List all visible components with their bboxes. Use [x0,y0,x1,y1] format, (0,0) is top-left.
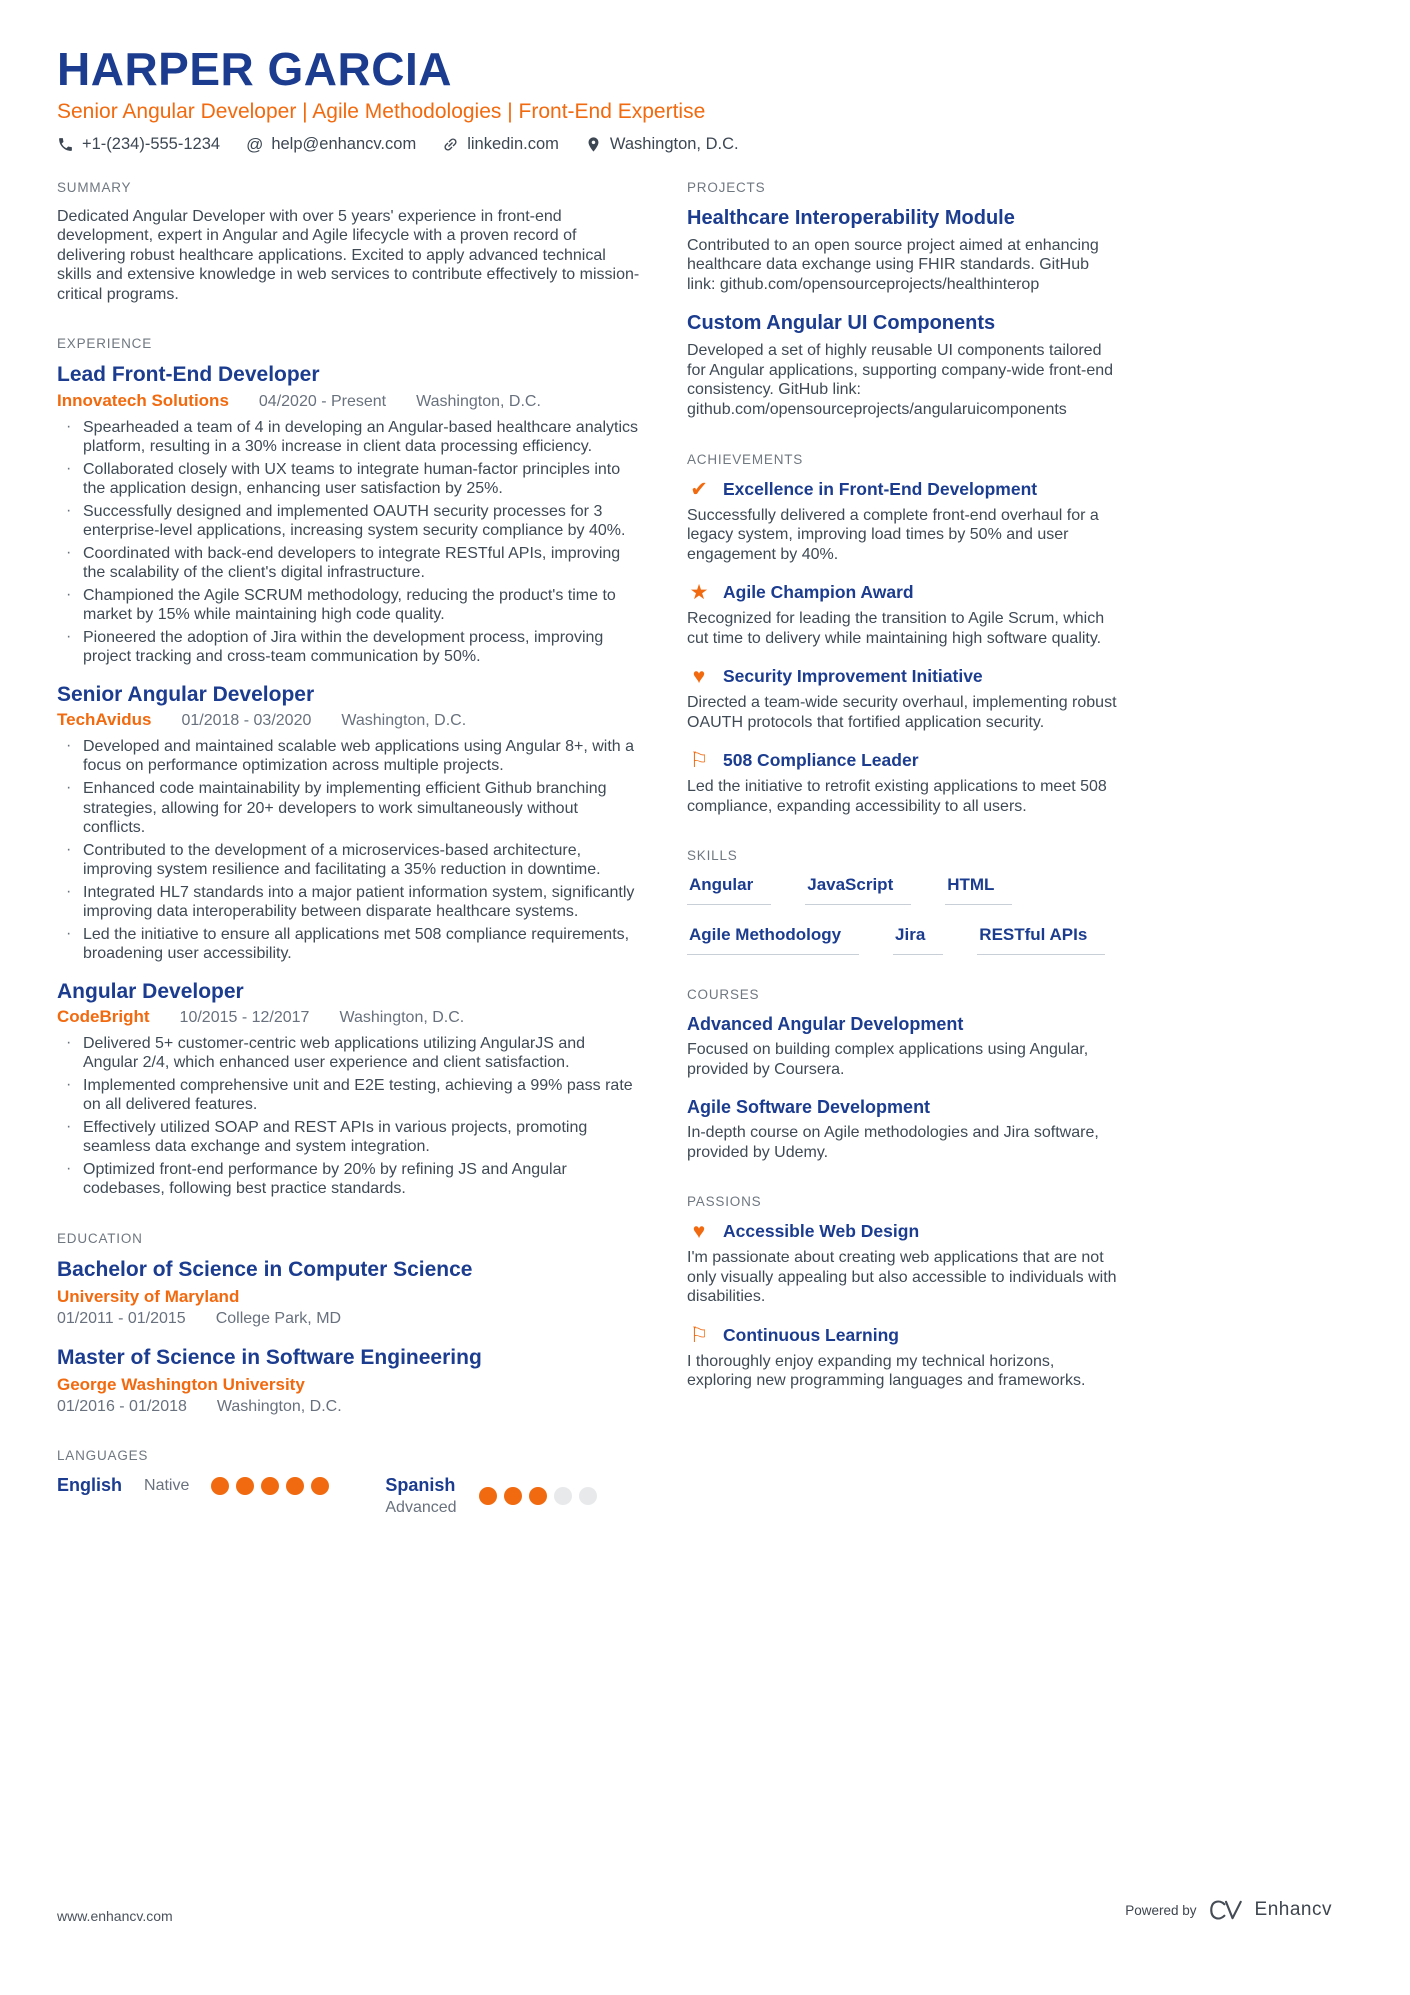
proficiency-dot [479,1487,497,1505]
link-icon [439,132,463,156]
job-bullet: · Delivered 5+ customer-centric web applications utilizing AngularJS and Angular 2/4, which enhanced user experience and client satisfaction. [57,1034,642,1073]
project-title: Custom Angular UI Components [687,312,996,335]
job-bullet: · Implemented comprehensive unit and E2E testing, achieving a 99% pass rate on all delivered features. [57,1076,642,1115]
phone-icon [57,136,74,153]
project-title: Healthcare Interoperability Module [687,206,1015,229]
job-dates: 10/2015 - 12/2017 [179,1008,310,1026]
job-bullet: · Spearheaded a team of 4 in developing an Angular-based healthcare analytics platform, resulting in a 30% increase in client data processing efficiency. [57,418,642,457]
location-text: Washington, D.C. [609,134,739,153]
passion-description: I'm passionate about creating web applications that are not only visually appealing but also accessible to individuals with disabilities. [687,1249,1117,1306]
language-proficiency-dots [211,1477,329,1495]
projects-section [687,180,1117,420]
enhancv-logo-text: Enhancv [1254,1899,1332,1920]
passion-entry [687,1325,1117,1391]
proficiency-dot [236,1477,254,1495]
contact-row [57,135,1410,154]
job-dates: 01/2018 - 03/2020 [181,711,312,729]
contact-linkedin [442,135,559,154]
language-level: Advanced [385,1499,457,1517]
summary-label: SUMMARY [57,179,132,195]
skills-label: SKILLS [687,848,738,864]
proficiency-dot [286,1477,304,1495]
language-proficiency-dots [479,1487,597,1505]
projects-label: PROJECTS [687,179,766,195]
school-name: George Washington University [57,1375,305,1395]
job-bullet: · Coordinated with back-end developers to integrate RESTful APIs, improving the scalability of the client's digital infrastructure. [57,544,642,583]
enhancv-logo-icon [1208,1898,1244,1922]
course-description: Focused on building complex applications using Angular, provided by Coursera. [687,1041,1089,1078]
powered-by-text: Powered by [1125,1902,1197,1918]
school-name: University of Maryland [57,1287,240,1307]
languages-section [57,1448,642,1517]
experience-section [57,336,642,1198]
project-description: Developed a set of highly reusable UI components tailored for Angular applications, supporting company-wide front-end consistency. GitHub link: github.com/opensourceprojects/angularuicomponents [687,342,1114,418]
job-bullet: · Championed the Agile SCRUM methodology, reducing the product's time to market by 15% while maintaining high code quality. [57,586,642,625]
job-bullet: · Enhanced code maintainability by implementing efficient Github branching strategies, allowing for 20+ developers to work simultaneously without conflicts. [57,779,642,838]
achievement-title: Excellence in Front-End Development [723,478,1038,499]
education-location: Washington, D.C. [216,1398,342,1416]
job-bullet: · Contributed to the development of a microservices-based architecture, improving system resilience and facilitating a 35% reduction in downtime. [57,841,642,880]
courses-section [687,987,1117,1162]
passion-description: I thoroughly enjoy expanding my technical horizons, exploring new programming languages and frameworks. [687,1352,1086,1390]
courses-label: COURSES [687,987,760,1003]
language-level: Native [144,1476,190,1494]
contact-location [585,135,739,154]
left-column [57,180,642,1549]
skills-section [687,848,1117,955]
skill-tag: HTML [945,875,1012,905]
education-location: College Park, MD [215,1310,342,1328]
achievement-title: 508 Compliance Leader [723,750,919,771]
achievement-description: Led the initiative to retrofit existing applications to meet 508 compliance, expanding accessibility to all users. [687,778,1107,815]
job-bullets [57,737,642,964]
degree-title: Master of Science in Software Engineering [57,1346,482,1370]
contact-email [246,135,416,154]
education-entry [57,1346,642,1416]
footer-branding [1125,1898,1332,1922]
languages-label: LANGUAGES [57,1448,149,1464]
flag-icon: ⚐ [689,1323,709,1347]
skill-tag: JavaScript [805,875,911,905]
at-icon: @ [246,134,264,154]
job-bullet: · Successfully designed and implemented OAUTH security processes for 3 enterprise-level applications, increasing system security compliance by 40%. [57,502,642,541]
skill-tag: Agile Methodology [687,925,859,955]
achievement-entry [687,750,1117,816]
job-company: TechAvidus [57,709,152,729]
proficiency-dot [311,1477,329,1495]
language-name: English [57,1475,123,1496]
job-bullet: · Optimized front-end performance by 20% by refining JS and Angular codebases, following best practice standards. [57,1160,642,1199]
job-location: Washington, D.C. [341,711,467,729]
location-icon [585,136,602,153]
proficiency-dot [529,1487,547,1505]
degree-title: Bachelor of Science in Computer Science [57,1257,473,1281]
project-entry [687,207,1117,295]
job-bullet: · Collaborated closely with UX teams to integrate human-factor principles into the application design, enhancing user satisfaction by 25%. [57,460,642,499]
education-dates: 01/2016 - 01/2018 [57,1398,187,1416]
passion-entry [687,1221,1117,1307]
job-company: Innovatech Solutions [57,390,229,410]
language-name: Spanish [385,1475,456,1496]
achievement-description: Directed a team-wide security overhaul, implementing robust OAUTH protocols that fortified application security. [687,694,1117,731]
resume-header [57,43,1410,154]
passion-title: Accessible Web Design [723,1221,920,1242]
heart-icon: ♥ [692,665,706,689]
education-section [57,1231,642,1416]
summary-section [57,180,642,305]
course-title: Advanced Angular Development [687,1014,964,1035]
job-bullet: · Integrated HL7 standards into a major patient information system, significantly improving data interoperability between disparate healthcare systems. [57,883,642,922]
job-bullet: · Led the initiative to ensure all applications met 508 compliance requirements, broadening user accessibility. [57,925,642,964]
star-icon: ★ [689,581,709,605]
job-title: Angular Developer [57,979,244,1003]
proficiency-dot [211,1477,229,1495]
education-dates: 01/2011 - 01/2015 [57,1310,186,1328]
achievement-title: Agile Champion Award [723,582,914,603]
job-location: Washington, D.C. [339,1008,465,1026]
heart-icon: ♥ [692,1220,706,1244]
flag-icon: ⚐ [689,749,709,773]
achievement-entry [687,479,1117,565]
footer-site-url: www.enhancv.com [57,1908,173,1924]
passions-label: PASSIONS [687,1194,762,1210]
course-entry [687,1097,1117,1162]
achievement-entry [687,666,1117,732]
education-entry [57,1258,642,1328]
job-dates: 04/2020 - Present [258,392,387,410]
course-title: Agile Software Development [687,1097,931,1118]
job-bullet: · Developed and maintained scalable web applications using Angular 8+, with a focus on performance optimization across multiple projects. [57,737,642,776]
job-entry [57,363,642,666]
job-title: Lead Front-End Developer [57,363,320,387]
job-company: CodeBright [57,1006,150,1026]
project-entry [687,312,1117,419]
candidate-name: HARPER GARCIA [57,43,452,95]
achievements-label: ACHIEVEMENTS [687,451,804,467]
proficiency-dot [554,1487,572,1505]
project-description: Contributed to an open source project aimed at enhancing healthcare data exchange using FHIR standards. GitHub link: github.com/opensourceprojects/healthinterop [687,236,1099,293]
passion-title: Continuous Learning [723,1324,899,1345]
language-entry [385,1475,596,1517]
achievement-description: Successfully delivered a complete front-end overhaul for a legacy system, improving load times by 50% and user engagement by 40%. [687,506,1099,563]
proficiency-dot [579,1487,597,1505]
proficiency-dot [261,1477,279,1495]
passions-section [687,1194,1117,1391]
job-title: Senior Angular Developer [57,682,315,706]
job-bullets [57,1034,642,1199]
right-column [687,180,1117,1549]
education-label: EDUCATION [57,1230,143,1246]
proficiency-dot [504,1487,522,1505]
experience-label: EXPERIENCE [57,336,153,352]
phone-number: +1-(234)-555-1234 [82,134,221,153]
course-entry [687,1014,1117,1079]
course-description: In-depth course on Agile methodologies and Jira software, provided by Udemy. [687,1124,1099,1161]
job-entry [57,980,642,1199]
achievement-description: Recognized for leading the transition to Agile Scrum, which cut time to delivery while maintaining high software quality. [687,610,1105,647]
achievement-entry [687,582,1117,648]
language-entry [57,1475,329,1496]
achievements-section [687,452,1117,817]
check-icon: ✔ [690,477,708,501]
achievement-title: Security Improvement Initiative [723,666,983,687]
linkedin-url[interactable]: linkedin.com [467,134,559,153]
summary-text: Dedicated Angular Developer with over 5 years' experience in front-end development, expert in Angular and Agile lifecycle with a proven record of delivering robust healthcare applications. Excited to apply advanced technical skills and extensive knowledge in web services to contribute effectively to mission-critical programs. [57,207,640,303]
job-bullet: · Pioneered the adoption of Jira within the development process, improving project tracking and cross-team communication by 50%. [57,628,642,667]
skill-tag: Jira [893,925,943,955]
skill-tag: Angular [687,875,771,905]
job-bullet: · Effectively utilized SOAP and REST APIs in various projects, promoting seamless data exchange and system integration. [57,1118,642,1157]
job-bullets [57,418,642,667]
email-address[interactable]: help@enhancv.com [271,134,417,153]
job-location: Washington, D.C. [416,392,541,410]
contact-phone [57,135,220,154]
job-entry [57,683,642,964]
skill-tag: RESTful APIs [977,925,1105,955]
candidate-tagline: Senior Angular Developer | Agile Methodologies | Front-End Expertise [57,99,706,123]
